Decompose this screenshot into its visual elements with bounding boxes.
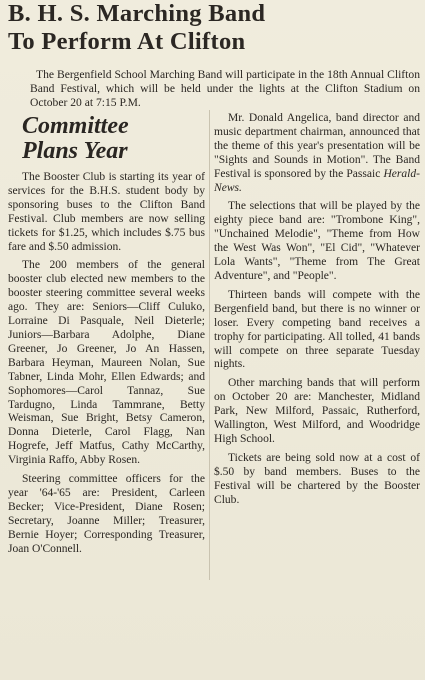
herald-news-italic: Herald-News. [214, 167, 420, 194]
article-paragraph-1-text: Mr. Donald Angelica, band director and music department chairman, announced that the theme of this year's presentation will be "Sights and Sounds in Motion". The Band Festival is sponsored by the Passaic [214, 112, 420, 180]
article-paragraph-5: Tickets are being sold now at a cost of $.50 by band members. Buses to the Festival will be chartered by the Booster Club. [214, 451, 420, 506]
column-divider [209, 110, 210, 580]
sidebar-kicker [22, 114, 212, 164]
article-paragraph-1 [214, 112, 420, 195]
lead-paragraph: The Bergenfield School Marching Band will participate in the 18th Annual Clifton Band Festival, which will be held under the lights at the Clifton Stadium on October 20 at 7:15 P.M. [30, 68, 420, 109]
article-paragraph-2: The selections that will be played by the eighty piece band are: "Trombone King", "Unchained Melodie", "Theme from How the West Was Won", "El Cid", "Whatever Lola Wants", "Theme from The Great Adventure", and "People". [214, 200, 420, 282]
headline-line-1: B. H. S. Marching Band [8, 0, 266, 27]
left-column [8, 171, 205, 561]
sidebar-paragraph-2: The 200 members of the general booster club elected new members to the booster steering committee several weeks ago. They are: Seniors—Cliff Culuko, Lorraine Di Pasquale, Neil Dieterle; Juniors—Barbara Adolphe, Diane Greener, Jo Greener, Jo An Hassen, Barbara Heyman, Maureen Nolan, Sue Tabner, Linda Mohr, Ellen Edwards; and Sophomores—Carol Tannaz, Sue Tardugno, Linda Tammrane, Betty Weisman, Sue Bright, Betsy Cameron, Donna Dieterle, Carol Flagg, Nan Hogrefe, Jeff Matfus, Cathy McCarthy, Virginia Raffo, Abby Rosen. [8, 259, 205, 467]
headline [8, 0, 420, 56]
headline-line-2: To Perform At Clifton [8, 28, 246, 55]
kicker-line-1: Committee [22, 113, 129, 139]
right-column [214, 112, 420, 512]
article-paragraph-3: Thirteen bands will compete with the Bergenfield band, but there is no winner or loser. Every competing band receives a trophy for participating. All tolled, 41 bands will compete on three separate Tuesday nights. [214, 288, 420, 371]
article-paragraph-4: Other marching bands that will perform on October 20 are: Manchester, Midland Park, New Milford, Passaic, Rutherford, Wallington, West Milford, and Woodridge High School. [214, 377, 420, 445]
kicker-line-2: Plans Year [22, 138, 128, 164]
sidebar-paragraph-1: The Booster Club is starting its year of services for the B.H.S. student body by sponsoring buses to the Clifton Band Festival. Club members are now selling tickets for $1.25, which includes $.75 bus fare and $.50 admission. [8, 171, 205, 253]
sidebar-paragraph-3: Steering committee officers for the year '64-'65 are: President, Carleen Becker; Vice-President, Diane Rosen; Secretary, Joanne Miller; Treasurer, Bernie Hoyer; Corresponding Treasurer, Joan O'Connell. [8, 473, 205, 555]
